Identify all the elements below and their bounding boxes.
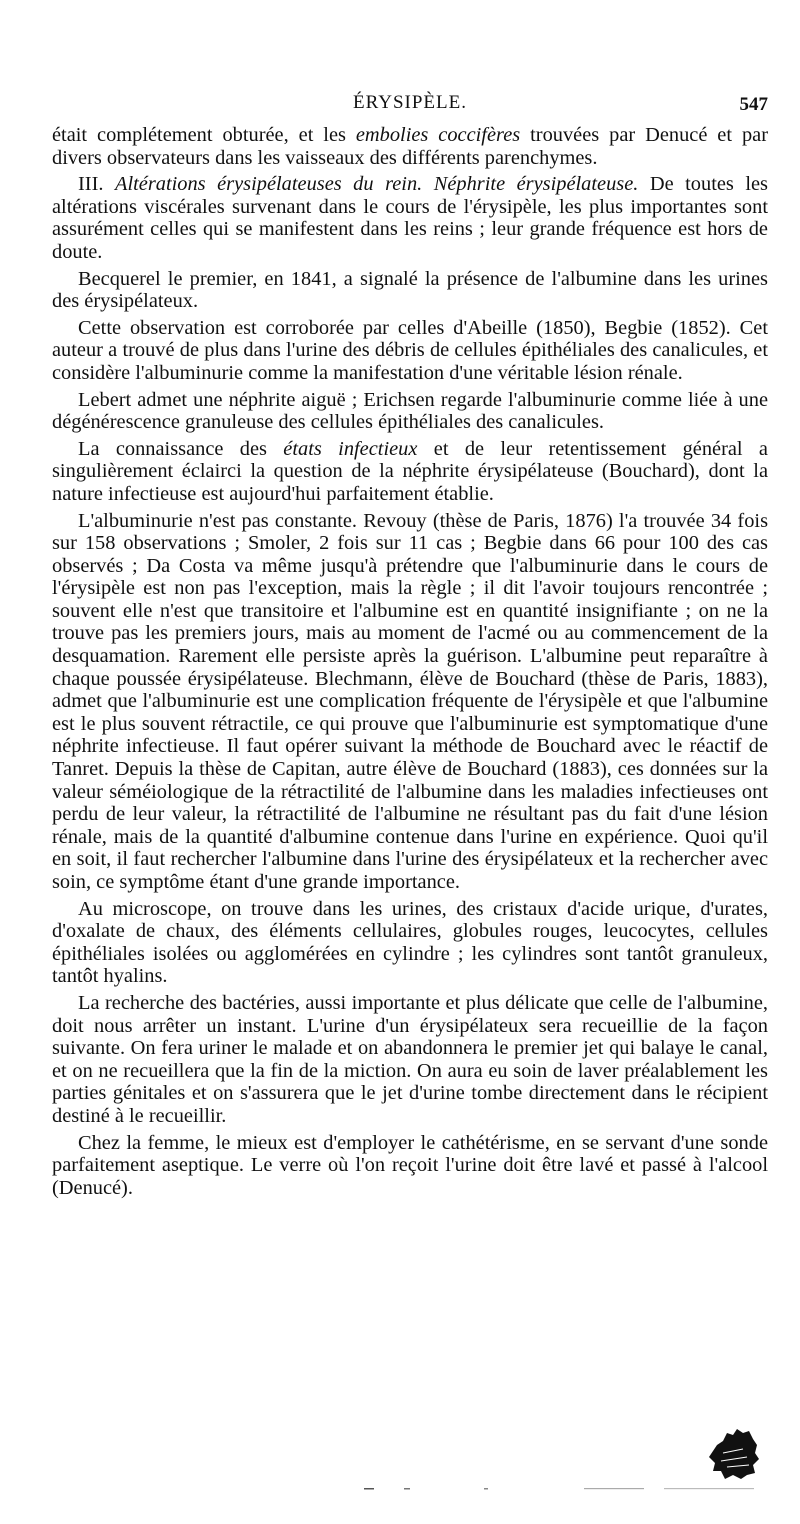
italic-phrase: états infectieux	[283, 437, 418, 460]
text-run: La recherche des bactéries, aussi importante et plus délicate que celle de l'albumine, doit nous arrêter un instant. L'urine d'un érysipélateux sera recueillie de la façon suivante. On fera uriner le malade et on abandonnera le premier jet qui balaye le canal, et on ne recueillera que la fin de la miction. On aura eu soin de laver préalablement les parties génitales et on s'assurera que le jet d'urine tombe directement dans le récipient destiné à le recueillir.	[52, 991, 768, 1127]
text-run: De toutes les altérations viscérales survenant dans le cours de l'érysipèle, les plus importantes sont assurément celles qui se manifestent dans les reins ; leur grande fréquence est hors de doute.	[52, 173, 768, 263]
paragraph	[52, 438, 768, 506]
body-text	[52, 124, 768, 1203]
ink-blot-ornament	[703, 1423, 763, 1483]
text-run: Lebert admet une néphrite aiguë ; Erichsen regarde l'albuminurie comme liée à une dégénérescence granuleuse des cellules épithéliales des canalicules.	[52, 388, 768, 434]
text-run: et de leur retentissement général a singulièrement éclairci la question de la néphrite érysipélateuse (Bouchard), dont la nature infectieuse est aujourd'hui parfaitement établie.	[52, 437, 768, 505]
paragraph	[52, 124, 768, 169]
italic-phrase: embolies coccifères	[355, 124, 521, 146]
paragraph	[52, 898, 768, 988]
paragraph	[52, 173, 768, 263]
paragraph	[52, 510, 768, 894]
paragraph	[52, 1132, 768, 1200]
paragraph	[52, 389, 768, 434]
text-run: III.	[78, 173, 115, 196]
text-run: La connaissance des	[78, 437, 284, 460]
running-title: ÉRYSIPÈLE.	[353, 92, 467, 113]
printing-specks	[364, 1486, 764, 1492]
text-run: trouvées par Denucé et par divers observateurs dans les vaisseaux des différents parenchymes.	[52, 124, 768, 169]
text-run: Becquerel le premier, en 1841, a signalé la présence de l'albumine dans les urines des érysipélateux.	[52, 267, 768, 313]
italic-phrase: Altérations érysipélateuses du rein. Néphrite érysipélateuse.	[114, 173, 639, 196]
text-run: L'albuminurie n'est pas constante. Revouy (thèse de Paris, 1876) l'a trouvée 34 fois sur 158 observations ; Smoler, 2 fois sur 11 cas ; Begbie dans 66 pour 100 des cas observés ; Da Costa va même jusqu'à prétendre que l'albuminurie dans le cours de l'érysipèle est non pas l'exception, mais la règle ; il dit l'avoir toujours rencontrée ; souvent elle n'est que transitoire et l'albumine est en quantité insignifiante ; on ne la trouve pas les premiers jours, mais au moment de l'acmé ou au commencement de la desquamation. Rarement elle persiste après la guérison. L'albumine peut reparaître à chaque poussée érysipélateuse. Blechmann, élève de Bouchard (thèse de Paris, 1883), admet que l'albuminurie est une complication fréquente de l'érysipèle et que l'albumine est le plus souvent rétractile, ce qui prouve que l'albuminurie est symptomatique d'une néphrite infectieuse. Il faut opérer suivant la méthode de Bouchard avec le réactif de Tanret. Depuis la thèse de Capitan, autre élève de Bouchard (1883), ces données sur la valeur séméiologique de la rétractilité de l'albumine dans les maladies infectieuses ont perdu de leur valeur, la rétractilité de l'albumine ne résultant pas du fait d'une lésion rénale, mais de la quantité d'albumine contenue dans l'urine en expérience. Quoi qu'il en soit, il faut rechercher l'albumine dans l'urine des érysipélateux et la rechercher avec soin, ce symptôme étant d'une grande importance.	[52, 509, 768, 893]
paragraph	[52, 268, 768, 313]
paragraph	[52, 992, 768, 1128]
page-number: 547	[739, 94, 768, 115]
text-run: était complétement obturée, et les	[52, 124, 356, 146]
text-run: Au microscope, on trouve dans les urines, des cristaux d'acide urique, d'urates, d'oxalate de chaux, des éléments cellulaires, globules rouges, leucocytes, cellules épithéliales isolées ou agglomérées en cylindre ; les cylindres sont tantôt granuleux, tantôt hyalins.	[52, 897, 768, 988]
text-run: Chez la femme, le mieux est d'employer le cathétérisme, en se servant d'une sonde parfaitement aseptique. Le verre où l'on reçoit l'urine doit être lavé et passé à l'alcool (Denucé).	[52, 1131, 768, 1199]
page-header	[52, 92, 768, 118]
text-run: Cette observation est corroborée par celles d'Abeille (1850), Begbie (1852). Cet auteur a trouvé de plus dans l'urine des débris de cellules épithéliales des canalicules, et considère l'albuminurie comme la manifestation d'une véritable lésion rénale.	[52, 316, 768, 384]
paragraph	[52, 317, 768, 385]
